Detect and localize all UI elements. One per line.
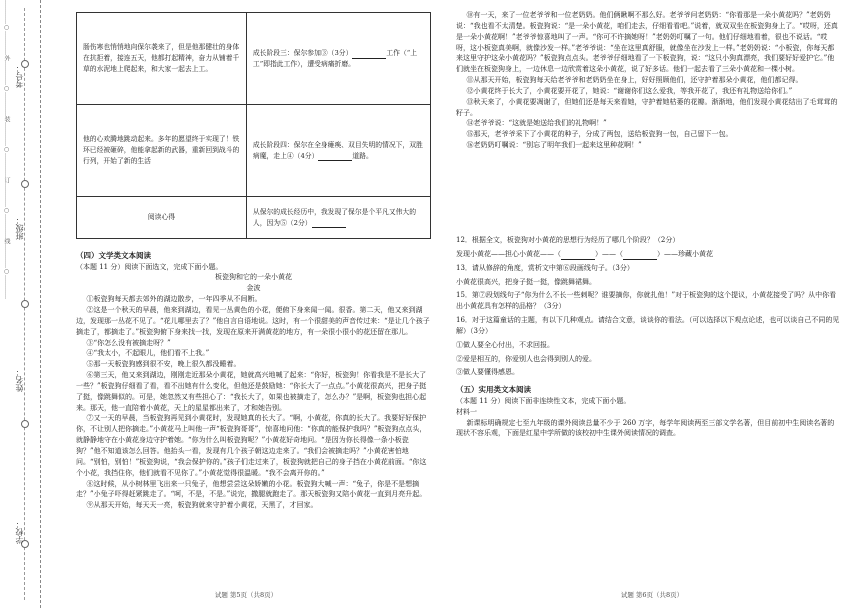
answer-blank[interactable] [352,50,386,59]
paragraph: ⑮那天，老爷爷采下了小黄花的种子，分成了两包，送给板瓷狗一包，自己留下一包。 [466,130,733,139]
question-13-quote: 小黄花很高兴，把身子挺一挺，像跳舞裙舞。 [456,277,596,286]
paragraph: ④“我太小，不起眼儿，他们看不上我。” [86,349,210,358]
paragraph: ⑧这时候，从小树林里飞出来一只兔子，他想尝尝这朵娇嫩的小花。板瓷狗大喊一声：“兔子，你是不是想摘走？”小兔子吓得赶紧跳走了。“呵，不是，不是。”说完，撒腿就跑走了。那天板瓷狗又陪小黄花一直到月亮升起。 [76,479,427,499]
page-footer: 试题 第6页（共8页） [620,590,684,599]
answer-blank[interactable] [312,219,346,228]
table-cell-stage: 成长阶段四：保尔在全身瘫痪、双目失明的情况下，双胜病魔，走上④（4分） 道路。 [246,105,430,197]
option: ③做人要懂得感恩。 [456,368,519,377]
question-12-answer-line: 发现小黄花——担心小黄花——（ ）——（ ）——珍藏小黄花 [456,249,713,258]
paragraph: ⑦又一天的早晨，当板瓷狗再见到小黄花时，发现她真的长大了。“啊，小黄花，你真的长大了。我要好好保护你，不让别人把你摘走。”小黄花马上叫他一声“板瓷狗哥哥”，惊喜地问他：“你真的能保护我吗？”板瓷狗点点头，就静静地守在小黄花身边守护着她。“你为什么叫板瓷狗呢？”小黄花好奇地问。“是因为你长得像一条小板瓷狗？”他不知道该怎么回答。他抬头一看，发现有几个孩子朝这边走来了。“我们会被摘走吗？”小黄花害怕地问。“别怕，别怕！”板瓷狗说，“我会保护你的。”孩子们走过来了，板瓷狗就把自己的身子挡在小黄花前面。“你这个小花，我挡住你，他们就看不见你了。”小黄花觉得很温暖。“我不会离开你的。” [76,414,427,477]
table-cell-stage: 从保尔的成长经历中，我发现了保尔是个平凡又伟大的人，因为⑤（2分） [246,197,430,239]
binding-outer-text: …………○…………外…………○…………装…………○…………订…………○…………线…………○………… [3,0,10,299]
answer-blank[interactable] [623,251,657,260]
section-intro: （本题 11 分）阅读下面选文，完成下面小题。 [76,262,223,271]
story-author: 金波 [246,284,261,293]
stage-table [76,12,431,239]
question-12: 12．根据全文，板瓷狗对小黄花的思想行为经历了哪几个阶段？（2分） [456,236,680,244]
answer-blank[interactable] [561,251,595,260]
paragraph: ③“你怎么没有被摘走呀？” [86,338,171,347]
paragraph: ⑪从那天开始，板瓷狗每天给老爷爷和老奶奶坐在身上，好好照顾他们，还守护着那朵小黄花，他们都记得。 [466,76,803,85]
paragraph: ⑨从那天开始，每天天一亮，板瓷狗就来守护着小黄花，天黑了，才回家。 [86,501,318,510]
paragraph: ⑤那一天板瓷狗感到很不安，晚上很久都没睡着。 [86,360,241,369]
paragraph: ⑫小黄花终于长大了，小黄花要开花了，她说：“谢谢你们这么爱我，等我开花了，我还有礼物送给你们。” [466,86,793,95]
table-cell-text: 肠伤寒也悄悄地向保尔袭来了，但是他那健壮的身体在抗拒着，接连五天，他都打起精神，奋力从铺着千草的水泥地上爬起来，和大家一起去上工。 [77,13,247,105]
page-footer: 试题 第5页（共8页） [214,590,278,599]
page-left [46,0,446,608]
binding-label-school: 学校： [14,520,24,544]
option: ①做人要全心付出，不求回报。 [456,340,554,349]
section-intro: （本题 11 分）阅读下面非连续性文本，完成下面小题。 [456,396,631,405]
paragraph: ⑩有一天，来了一位老爷爷和一位老奶奶。他们俩瞅啊不那么好。老爷爷问老奶奶：“你看那是一朵小黄花吗？”老奶奶说：“我也看不太清楚。板瓷狗说：“是一朵小黄花，咱们走去，仔细看看吧。”说着，就双双坐在板瓷狗身上了。“哎呀，还真是一朵小黄花啊！”老爷爷惊喜地叫了一声。“你可不许摘她呀！”老奶奶叮嘱了一句。他们仔细地看着，很也不说话。“哎呀，这小板瓷真美啊，就像沙发一样。”老爷爷说：“坐在这里真舒服，就像坐在沙发上一样。”老奶奶说：“小板瓷，你每天都来这里守护这朵小黄花吗？”板瓷狗点点头。老爷爷仔细地看了一下板瓷狗，说：“这只小狗真漂亮，我们要好好爱护它。”他们就坐在板瓷狗身上，一边休息一边欣赏着这朵小黄花，说了好多话。他们一起去看了三朵小黄花和一棵小树。 [456,11,838,74]
question-13: 13．请从修辞的角度，赏析文中第⑥段画线句子。（3分） [456,263,634,272]
paragraph: ⑬秋天来了，小黄花要凋谢了，但她们还是每天来看她，守护着她枯萎的花瓣。渐渐地，他们发现小黄花结出了毛茸茸的籽子。 [456,97,838,117]
binding-label-class: 班级： [14,216,24,240]
binding-label-exam-number: 考号： [14,64,24,88]
question-15: 15．第⑦段划线句子“你为什么不长一些刺呢？谁要摘你，你就扎他！”对于板瓷狗的这个提议，小黄花接受了吗？从中你看出小黄花具有怎样的品格？（3分） [456,291,837,311]
questions [456,232,841,439]
paragraph: ⑥第三天，他又来到湖边，刚刚走近那朵小黄花，她就高兴地喊了起来：“你好，板瓷狗！你看我是不是长大了一些？”板瓷狗仔细看了看，看不出她有什么变化，但他还是鼓励她：“你长大了一点点。”小黄花很高兴，把身子挺了挺，像跳舞似的。可是，她忽然又有些担心了：“我长大了，如果也被摘走了，怎么办？”是啊，板瓷狗也担心起来。那天，他一直陪着小黄花，天上的星星都出来了，才和她告别。 [76,371,427,412]
material-text: 新课标明确规定七至九年级的课外阅读总量不少于 260 万字，每学年阅读两至三部文学名著，但目前初中生阅读名著的现状不容乐观，下面是红星中学所做的该校初中生课外阅读情况的调查。 [456,418,835,438]
story-title: 板瓷狗和它的一朵小黄花 [215,273,292,282]
section-4 [76,250,431,511]
question-16: 16．对于这篇童话的主题，有以下几种观点。请结合文意，谈谈你的看法。（可以选择以下观点论述，也可以谈自己不同的见解）（3分） [456,316,840,335]
table-cell-label: 阅读心得 [77,197,247,239]
page-right [452,0,852,608]
paragraph: ⑭老爷爷说：“这就是她送给我们的礼物啊！” [466,119,607,128]
section-title: （四）文学类文本阅读 [76,251,151,260]
table-cell-text: 他的心欢腾地跳动起来。多年的愿望终于实现了！铁环已经被砸碎，他能拿起新的武器，重新回到战斗的行列，开始了新的生活 [77,105,247,197]
table-cell-stage: 成长阶段三：保尔参加③（3分） 工作（“上工”即指此工作），遭受病痛折磨。 [246,13,430,105]
paragraph: ①板瓷狗每天都去郊外的湖边散步，一年四季从不间断。 [86,295,262,304]
answer-blank[interactable] [318,152,352,161]
section-title: （五）实用类文本阅读 [456,385,531,395]
option: ②爱是相互的，你爱别人也会得到别人的爱。 [456,354,596,363]
binding-label-name: 姓名： [14,368,24,392]
material-label: 材料一 [456,407,477,416]
story-continued [456,10,841,151]
binding-margin [0,0,41,608]
paragraph: ⑯老奶奶叮嘱说：“别忘了明年我们一起来这里种花啊！” [466,141,642,150]
paragraph: ②这是一个秋天的早晨，他来到湖边，看见一丛黄色的小花，便俯下身来闻一闻。很香。第二天，他又来到湖边，发现那一丛花不见了。“花儿哪里去了？”他自言自语地说。这时，有一个很甜美的声音传过来：“是让几个孩子摘走了，都摘走了。”板瓷狗俯下身来找一找，发现在原来开满黄花的地方，有一朵很小很小的花还留在那儿。 [76,306,430,336]
